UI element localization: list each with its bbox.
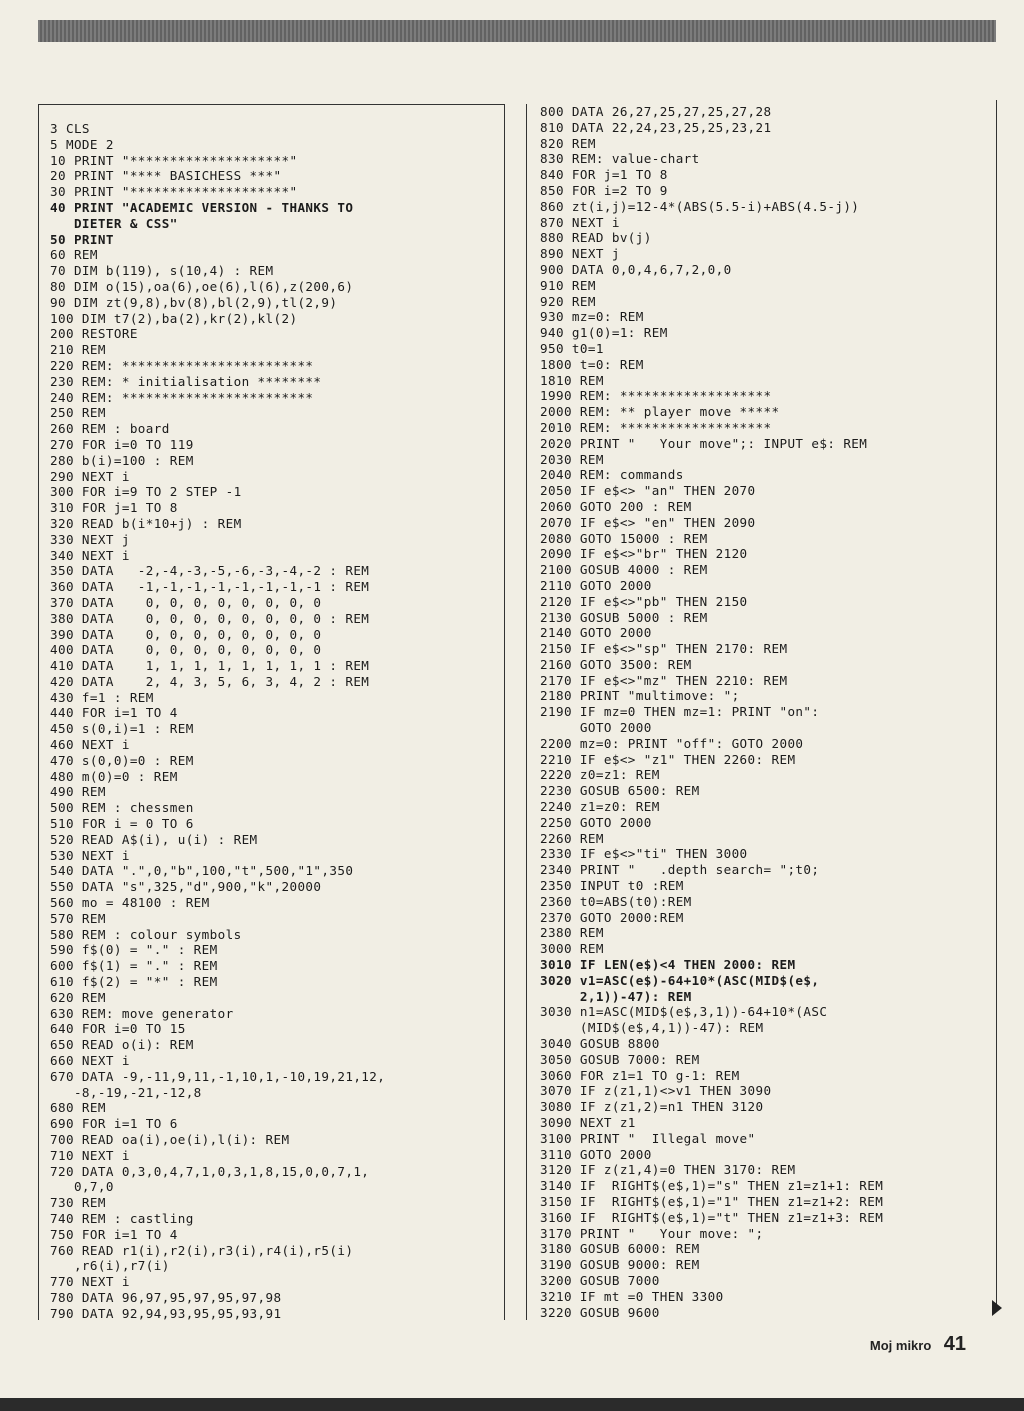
code-line: 860 zt(i,j)=12-4*(ABS(5.5-i)+ABS(4.5-j)) (540, 198, 860, 214)
code-line: 910 REM (540, 277, 596, 293)
code-line: 3170 PRINT " Your move: "; (540, 1225, 764, 1241)
code-line: DIETER & CSS" (50, 215, 178, 231)
code-line: 640 FOR i=0 TO 15 (50, 1021, 186, 1037)
code-line: 670 DATA -9,-11,9,11,-1,10,1,-10,19,21,12, (50, 1068, 386, 1084)
code-line: 280 b(i)=100 : REM (50, 452, 194, 468)
code-line: 520 READ A$(i), u(i) : REM (50, 831, 258, 847)
code-line: 60 REM (50, 247, 98, 263)
code-line: 220 REM: ************************ (50, 357, 314, 373)
code-line: 480 m(0)=0 : REM (50, 768, 178, 784)
code-line: 290 NEXT i (50, 468, 130, 484)
code-line: 380 DATA 0, 0, 0, 0, 0, 0, 0, 0 : REM (50, 610, 370, 626)
continue-arrow-icon (992, 1300, 1002, 1316)
code-line: 620 REM (50, 989, 106, 1005)
code-line: 690 FOR i=1 TO 6 (50, 1116, 178, 1132)
code-line: 2090 IF e$<>"br" THEN 2120 (540, 546, 748, 562)
code-line: 2190 IF mz=0 THEN mz=1: PRINT "on": (540, 704, 820, 720)
code-line: 2130 GOSUB 5000 : REM (540, 609, 708, 625)
code-line: 600 f$(1) = "." : REM (50, 958, 218, 974)
code-line: 580 REM : colour symbols (50, 926, 242, 942)
code-line: 500 REM : chessmen (50, 800, 194, 816)
code-line: 50 PRINT (50, 231, 114, 247)
code-line: 2370 GOTO 2000:REM (540, 909, 684, 925)
code-line: 90 DIM zt(9,8),bv(8),bl(2,9),tl(2,9) (50, 294, 338, 310)
code-line: 5 MODE 2 (50, 136, 114, 152)
code-line: 3080 IF z(z1,2)=n1 THEN 3120 (540, 1099, 764, 1115)
code-line: 540 DATA ".",0,"b",100,"t",500,"1",350 (50, 863, 354, 879)
code-line: 420 DATA 2, 4, 3, 5, 6, 3, 4, 2 : REM (50, 673, 370, 689)
magazine-name: Moj mikro (869, 1338, 932, 1353)
code-line: 2340 PRINT " .depth search= ";t0; (540, 862, 820, 878)
code-line: 2250 GOTO 2000 (540, 814, 652, 830)
column-divider-left (504, 104, 505, 1320)
code-line: 250 REM (50, 405, 106, 421)
code-line: 560 mo = 48100 : REM (50, 895, 210, 911)
code-line: 730 REM (50, 1195, 106, 1211)
code-line: 2020 PRINT " Your move";: INPUT e$: REM (540, 435, 868, 451)
code-line: 850 FOR i=2 TO 9 (540, 182, 668, 198)
code-line: 3100 PRINT " Illegal move" (540, 1130, 756, 1146)
code-line: 3000 REM (540, 941, 604, 957)
code-line: 100 DIM t7(2),ba(2),kr(2),kl(2) (50, 310, 298, 326)
code-line: 550 DATA "s",325,"d",900,"k",20000 (50, 879, 322, 895)
code-line: 410 DATA 1, 1, 1, 1, 1, 1, 1, 1 : REM (50, 658, 370, 674)
code-line: 3210 IF mt =0 THEN 3300 (540, 1288, 724, 1304)
code-line: 700 READ oa(i),oe(i),l(i): REM (50, 1132, 290, 1147)
code-line: 240 REM: ************************ (50, 389, 314, 405)
code-line: 810 DATA 22,24,23,25,25,23,21 (540, 119, 772, 135)
code-line: 830 REM: value-chart (540, 151, 700, 167)
right-border-rule (996, 100, 997, 1310)
code-line: 3110 GOTO 2000 (540, 1146, 652, 1162)
code-line: 430 f=1 : REM (50, 689, 154, 705)
code-line: 490 REM (50, 784, 106, 800)
code-line: 2360 t0=ABS(t0):REM (540, 893, 692, 909)
code-line: 3070 IF z(z1,1)<>v1 THEN 3090 (540, 1083, 772, 1099)
code-line: 840 FOR j=1 TO 8 (540, 167, 668, 183)
code-line: 820 REM (540, 135, 596, 151)
code-line: 340 NEXT i (50, 547, 130, 563)
code-line: 2010 REM: ******************* (540, 419, 772, 435)
code-line: 330 NEXT j (50, 531, 130, 547)
code-line: 2050 IF e$<> "an" THEN 2070 (540, 483, 756, 499)
code-line: 2030 REM (540, 451, 604, 467)
code-line: 2100 GOSUB 4000 : REM (540, 562, 708, 578)
code-line: 3150 IF RIGHT$(e$,1)="1" THEN z1=z1+2: REM (540, 1193, 884, 1209)
code-line: 630 REM: move generator (50, 1005, 234, 1021)
code-line: 720 DATA 0,3,0,4,7,1,0,3,1,8,15,0,0,7,1, (50, 1163, 370, 1179)
code-line: 2060 GOTO 200 : REM (540, 498, 692, 514)
code-line: 460 NEXT i (50, 737, 130, 753)
code-line: 750 FOR i=1 TO 4 (50, 1226, 178, 1242)
code-line: 3 CLS (50, 121, 90, 136)
code-line: 2,1))-47): REM (540, 988, 692, 1004)
code-line: 40 PRINT "ACADEMIC VERSION - THANKS TO (50, 199, 354, 215)
code-line: -8,-19,-21,-12,8 (50, 1084, 202, 1100)
page-number: 41 (943, 1333, 966, 1355)
code-line: 780 DATA 96,97,95,97,95,97,98 (50, 1289, 282, 1305)
code-line: 80 DIM o(15),oa(6),oe(6),l(6),z(200,6) (50, 278, 354, 294)
code-line: 900 DATA 0,0,4,6,7,2,0,0 (540, 261, 732, 277)
code-line: 3050 GOSUB 7000: REM (540, 1051, 700, 1067)
code-line: 3120 IF z(z1,4)=0 THEN 3170: REM (540, 1162, 796, 1178)
code-line: 0,7,0 (50, 1179, 114, 1195)
code-line: 470 s(0,0)=0 : REM (50, 752, 194, 768)
code-line: 870 NEXT i (540, 214, 620, 230)
code-line: 310 FOR j=1 TO 8 (50, 500, 178, 516)
code-line: ,r6(i),r7(i) (50, 1258, 170, 1274)
code-line: 790 DATA 92,94,93,95,95,93,91 (50, 1305, 282, 1321)
code-line: 2160 GOTO 3500: REM (540, 656, 692, 672)
code-line: 2220 z0=z1: REM (540, 767, 660, 783)
code-line: 570 REM (50, 910, 106, 926)
code-line: 930 mz=0: REM (540, 309, 644, 325)
code-line: 390 DATA 0, 0, 0, 0, 0, 0, 0, 0 (50, 626, 322, 642)
column-divider-right (526, 104, 527, 1320)
code-line: 210 REM (50, 342, 106, 358)
code-line: 2260 REM (540, 830, 604, 846)
code-line: 510 FOR i = 0 TO 6 (50, 816, 194, 832)
code-line: 30 PRINT "********************" (50, 184, 298, 200)
code-line: 800 DATA 26,27,25,27,25,27,28 (540, 104, 772, 119)
column-top-rule (38, 104, 504, 105)
page-footer (870, 1333, 966, 1356)
code-line: 2380 REM (540, 925, 604, 941)
code-line: 200 RESTORE (50, 326, 138, 342)
code-line: 440 FOR i=1 TO 4 (50, 705, 178, 721)
code-line: 760 READ r1(i),r2(i),r3(i),r4(i),r5(i) (50, 1242, 354, 1258)
code-line: 3220 GOSUB 9600 (540, 1304, 660, 1320)
code-line: 740 REM : castling (50, 1210, 194, 1226)
code-line: 3060 FOR z1=1 TO g-1: REM (540, 1067, 740, 1083)
code-line: 300 FOR i=9 TO 2 STEP -1 (50, 484, 242, 500)
code-line: 660 NEXT i (50, 1053, 130, 1069)
code-line: 590 f$(0) = "." : REM (50, 942, 218, 958)
code-line: 2070 IF e$<> "en" THEN 2090 (540, 514, 756, 530)
code-line: 920 REM (540, 293, 596, 309)
code-line: 260 REM : board (50, 421, 170, 437)
code-line: 880 READ bv(j) (540, 230, 652, 246)
code-line: 320 READ b(i*10+j) : REM (50, 515, 242, 531)
code-line: 2240 z1=z0: REM (540, 799, 660, 815)
code-line: 350 DATA -2,-4,-3,-5,-6,-3,-4,-2 : REM (50, 563, 370, 579)
code-line: 2120 IF e$<>"pb" THEN 2150 (540, 593, 748, 609)
header-band (38, 20, 996, 42)
code-line: 10 PRINT "********************" (50, 152, 298, 168)
code-line: 2230 GOSUB 6500: REM (540, 783, 700, 799)
code-line: 3190 GOSUB 9000: REM (540, 1257, 700, 1273)
code-line: 770 NEXT i (50, 1274, 130, 1290)
code-line: 2040 REM: commands (540, 467, 684, 483)
code-line: (MID$(e$,4,1))-47): REM (540, 1020, 764, 1036)
code-line: 370 DATA 0, 0, 0, 0, 0, 0, 0, 0 (50, 594, 322, 610)
code-line: 3160 IF RIGHT$(e$,1)="t" THEN z1=z1+3: REM (540, 1209, 884, 1225)
code-line: GOTO 2000 (540, 720, 652, 736)
code-line: 890 NEXT j (540, 246, 620, 262)
code-line: 680 REM (50, 1100, 106, 1116)
code-line: 400 DATA 0, 0, 0, 0, 0, 0, 0, 0 (50, 642, 322, 658)
code-line: 950 t0=1 (540, 340, 604, 356)
code-line: 3010 IF LEN(e$)<4 THEN 2000: REM (540, 957, 796, 973)
code-line: 360 DATA -1,-1,-1,-1,-1,-1,-1,-1 : REM (50, 579, 370, 595)
code-line: 3200 GOSUB 7000 (540, 1272, 660, 1288)
code-line: 70 DIM b(119), s(10,4) : REM (50, 263, 274, 279)
code-line: 3030 n1=ASC(MID$(e$,3,1))-64+10*(ASC (540, 1004, 828, 1020)
code-line: 2140 GOTO 2000 (540, 625, 652, 641)
code-line: 2000 REM: ** player move ***** (540, 404, 780, 420)
code-line: 2080 GOTO 15000 : REM (540, 530, 708, 546)
code-line: 230 REM: * initialisation ******** (50, 373, 322, 389)
code-line: 3040 GOSUB 8800 (540, 1036, 660, 1052)
code-line: 1810 REM (540, 372, 604, 388)
left-border-rule (38, 104, 39, 1320)
code-line: 2200 mz=0: PRINT "off": GOTO 2000 (540, 735, 804, 751)
code-line: 2170 IF e$<>"mz" THEN 2210: REM (540, 672, 788, 688)
code-line: 530 NEXT i (50, 847, 130, 863)
listing-right-column (540, 104, 990, 1320)
code-line: 650 READ o(i): REM (50, 1037, 194, 1053)
code-line: 1800 t=0: REM (540, 356, 644, 372)
code-line: 450 s(0,i)=1 : REM (50, 721, 194, 737)
code-line: 610 f$(2) = "*" : REM (50, 974, 218, 990)
code-line: 3140 IF RIGHT$(e$,1)="s" THEN z1=z1+1: REM (540, 1178, 884, 1194)
code-line: 20 PRINT "**** BASICHESS ***" (50, 168, 282, 184)
code-line: 3020 v1=ASC(e$)-64+10*(ASC(MID$(e$, (540, 972, 820, 988)
listing-left-column (50, 121, 500, 1322)
bottom-edge-band (0, 1398, 1024, 1411)
code-line: 3180 GOSUB 6000: REM (540, 1241, 700, 1257)
code-line: 2110 GOTO 2000 (540, 577, 652, 593)
code-line: 3090 NEXT z1 (540, 1115, 636, 1130)
code-line: 2330 IF e$<>"ti" THEN 3000 (540, 846, 748, 862)
code-line: 2150 IF e$<>"sp" THEN 2170: REM (540, 641, 788, 657)
code-line: 2210 IF e$<> "z1" THEN 2260: REM (540, 751, 796, 767)
code-line: 710 NEXT i (50, 1147, 130, 1163)
code-line: 1990 REM: ******************* (540, 388, 772, 404)
code-line: 270 FOR i=0 TO 119 (50, 436, 194, 452)
code-line: 940 g1(0)=1: REM (540, 325, 668, 341)
code-line: 2180 PRINT "multimove: "; (540, 688, 740, 704)
code-line: 2350 INPUT t0 :REM (540, 878, 684, 894)
